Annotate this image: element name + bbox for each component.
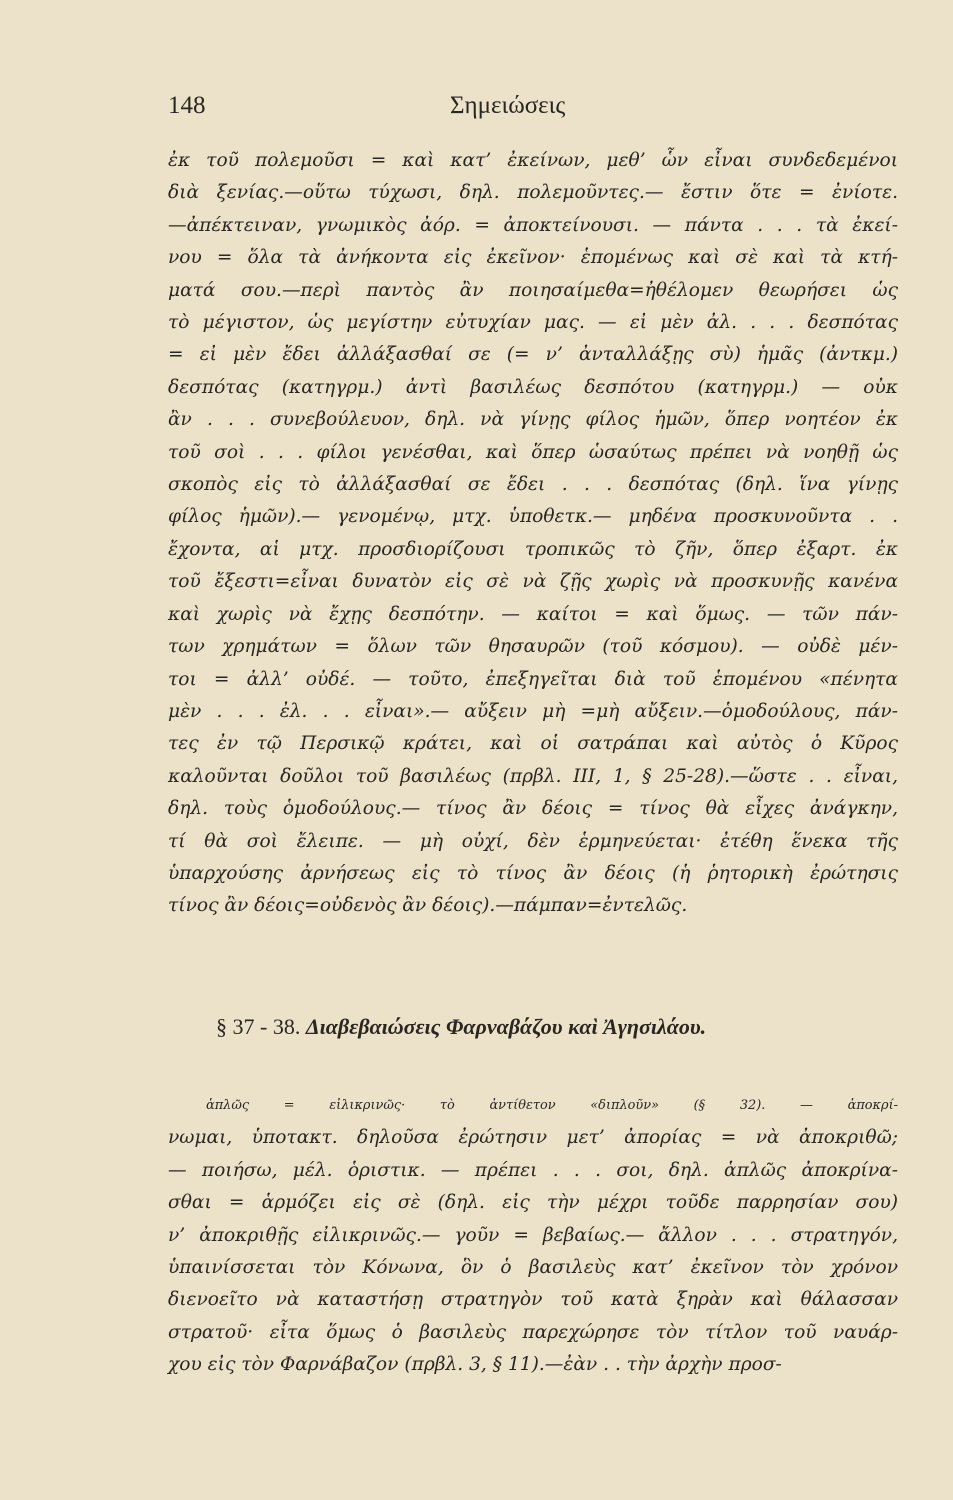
text-line: καλοῦνται δοῦλοι τοῦ βασιλέως (πρβλ. III, 1, § 25-28).—ὥστε . . εἶναι, xyxy=(168,765,898,787)
text-line: —ἀπέκτειναν, γνωμικὸς ἀόρ. = ἀποκτείνουσι. — πάντα . . . τὰ ἐκεί- xyxy=(168,214,898,236)
text-line: τί θὰ σοὶ ἔλειπε. — μὴ οὐχί, δὲν ἑρμηνεύεται· ἐτέθη ἕνεκα τῆς xyxy=(168,830,898,852)
text-line: — ποιήσω, μέλ. ὁριστικ. — πρέπει . . . σοι, δηλ. ἁπλῶς ἀποκρίνα- xyxy=(168,1159,898,1181)
text-line: στρατοῦ· εἶτα ὅμως ὁ βασιλεὺς παρεχώρησε τὸν τίτλον τοῦ ναυάρ- xyxy=(168,1321,898,1343)
text-line: των χρημάτων = ὅλων τῶν θησαυρῶν (τοῦ κόσμου). — οὐδὲ μέν- xyxy=(168,636,898,658)
text-line: διενοεῖτο νὰ καταστήσῃ στρατηγὸν τοῦ κατὰ ξηρὰν καὶ θάλασσαν xyxy=(168,1289,898,1311)
text-line: τίνος ἂν δέοις=οὐδενὸς ἂν δέοις).—πάμπαν=ἐντελῶς. xyxy=(168,895,688,917)
text-line: σθαι = ἁρμόζει εἰς σὲ (δηλ. εἰς τὴν μέχρι τοῦδε παρρησίαν σου) xyxy=(168,1192,898,1214)
text-line: τοῦ ἔξεστι=εἶναι δυνατὸν εἰς σὲ νὰ ζῇς χωρὶς νὰ προσκυνῇς κανένα xyxy=(168,571,898,593)
text-line: σκοπὸς εἰς τὸ ἀλλάξασθαί σε ἔδει . . . δεσπότας (δηλ. ἵνα γίνῃς xyxy=(168,474,898,496)
text-line: νωμαι, ὑποτακτ. δηλοῦσα ἐρώτησιν μετ’ ἀπορίας = νὰ ἀποκριθῶ; xyxy=(168,1127,898,1149)
text-line: ν’ ἀποκριθῇς εἰλικρινῶς.— γοῦν = βεβαίως.— ἄλλον . . . στρατηγόν, xyxy=(168,1224,898,1246)
text-line: ἐκ τοῦ πολεμοῦσι = καὶ κατ’ ἐκείνων, μεθ’ ὧν εἶναι συνδεδεμένοι xyxy=(168,150,898,171)
section-number: § 37 - 38. xyxy=(216,1014,301,1039)
text-line: διὰ ξενίας.—οὕτω τύχωσι, δηλ. πολεμοῦντες.— ἔστιν ὅτε = ἐνίοτε. xyxy=(168,182,898,204)
text-line: καὶ χωρὶς νὰ ἔχῃς δεσπότην. — καίτοι = καὶ ὅμως. — τῶν πάν- xyxy=(168,603,898,625)
text-line: τες ἐν τῷ Περσικῷ κράτει, καὶ οἱ σατράπαι καὶ αὐτὸς ὁ Κῦρος xyxy=(168,733,898,755)
text-line: ἂν . . . συνεβούλευον, δηλ. νὰ γίνῃς φίλος ἡμῶν, ὅπερ νοητέον ἐκ xyxy=(168,409,898,431)
section-heading xyxy=(216,1014,896,1040)
text-line: μὲν . . . ἐλ. . . εἶναι».— αὔξειν μὴ =μὴ αὔξειν.—ὁμοδούλους, πάν- xyxy=(168,700,898,722)
text-line: = εἰ μὲν ἔδει ἀλλάξασθαί σε (= ν’ ἀνταλλάξῃς σὺ) ἡμᾶς (ἀντκμ.) xyxy=(168,344,898,366)
text-line: τὸ μέγιστον, ὡς μεγίστην εὐτυχίαν μας. — εἰ μὲν ἀλ. . . . δεσπότας xyxy=(168,312,898,334)
section-title: Διαβεβαιώσεις Φαρναβάζου καὶ Ἀγησιλάου. xyxy=(305,1014,707,1039)
text-line: τοῦ σοὶ . . . φίλοι γενέσθαι, καὶ ὅπερ ὡσαύτως πρέπει νὰ νοηθῇ ὡς xyxy=(168,441,898,463)
running-head: Σημειώσεις xyxy=(450,92,566,119)
text-line: ἔχοντα, αἱ μτχ. προσδιορίζουσι τροπικῶς τὸ ζῆν, ὅπερ ἐξαρτ. ἐκ xyxy=(168,538,898,560)
notes-paragraph-2 xyxy=(168,1090,898,1382)
text-line: ὑπαινίσσεται τὸν Κόνωνα, ὃν ὁ βασιλεὺς κατ’ ἐκεῖνον τὸν χρόνον xyxy=(168,1257,898,1279)
text-line: φίλος ἡμῶν).— γενομένῳ, μτχ. ὑποθετκ.— μηδένα προσκυνοῦντα . . xyxy=(168,506,898,528)
text-line: δηλ. τοὺς ὁμοδούλους.— τίνος ἂν δέοις = τίνος θὰ εἶχες ἀνάγκην, xyxy=(168,798,898,820)
page-header xyxy=(168,92,808,132)
text-line: δεσπότας (κατηγρμ.) ἀντὶ βασιλέως δεσπότου (κατηγρμ.) — οὐκ xyxy=(168,376,898,398)
text-line: ὑπαρχούσης ἀρνήσεως εἰς τὸ τίνος ἂν δέοις (ἡ ῥητορικὴ ἐρώτησις xyxy=(168,862,898,884)
text-line: τοι = ἀλλ’ οὐδέ. — τοῦτο, ἐπεξηγεῖται διὰ τοῦ ἑπομένου «πένητα xyxy=(168,668,898,690)
text-line: νου = ὅλα τὰ ἀνήκοντα εἰς ἐκεῖνον· ἑπομένως καὶ σὲ καὶ τὰ κτή- xyxy=(168,247,898,269)
text-line: χου εἰς τὸν Φαρνάβαζον (πρβλ. 3, § 11).—ἐὰν . . τὴν ἀρχὴν προσ- xyxy=(168,1354,782,1376)
page-number: 148 xyxy=(168,92,206,119)
text-line: ἁπλῶς = εἰλικρινῶς· τὸ ἀντίθετον «διπλοῦν» (§ 32). — ἀποκρί- xyxy=(206,1098,898,1113)
text-line: ματά σου.—περὶ παντὸς ἂν ποιησαίμεθα=ἠθέλομεν θεωρήσει ὡς xyxy=(168,279,898,301)
notes-paragraph-1 xyxy=(168,145,898,923)
